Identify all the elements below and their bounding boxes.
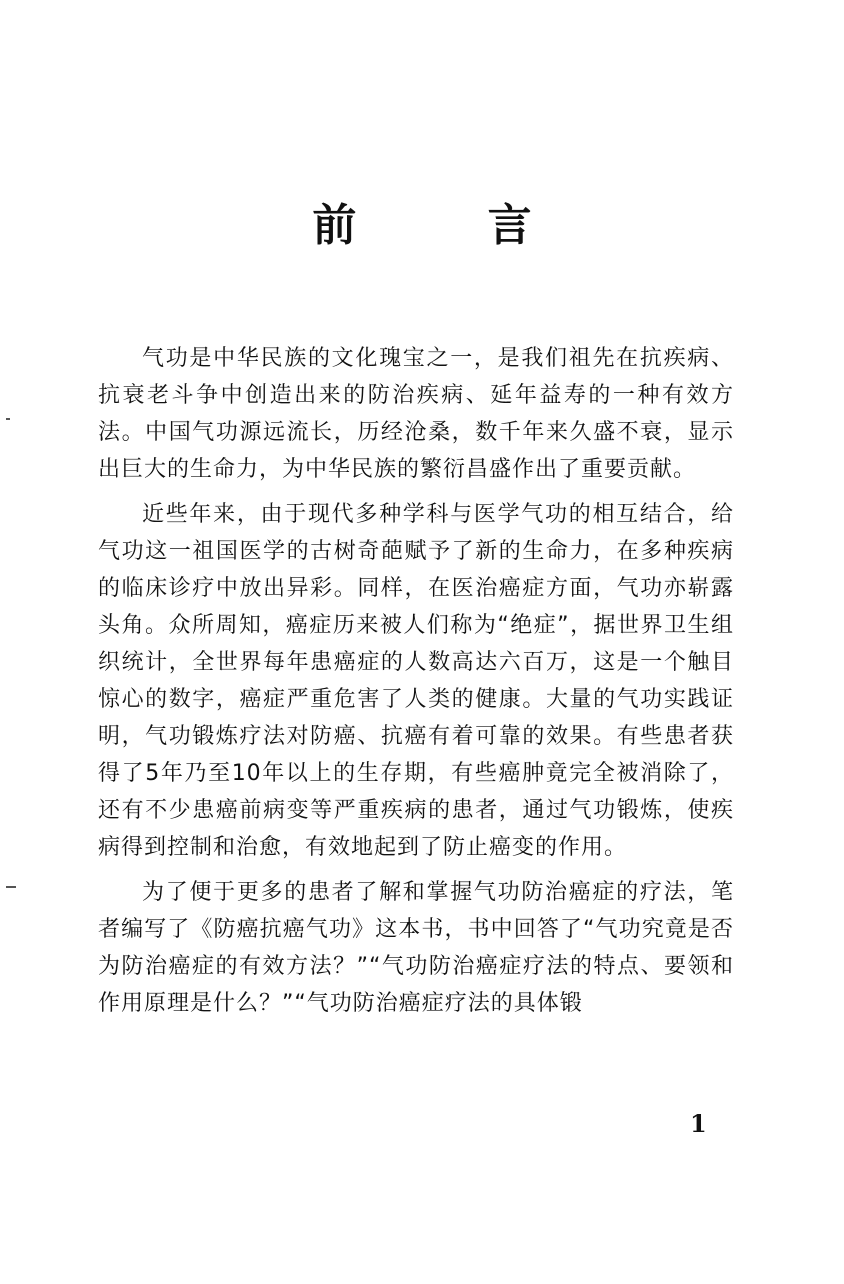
- paragraph: 气功是中华民族的文化瑰宝之一，是我们祖先在抗疾病、抗衰老斗争中创造出来的防治疾病、延年益寿的一种有效方法。中国气功源远流长，历经沧桑，数千年来久盛不衰，显示出巨大的生命力，为中华民族的繁衍昌盛作出了重要贡献。: [98, 346, 734, 482]
- margin-dash: [6, 886, 16, 888]
- paragraph: 近些年来，由于现代多种学科与医学气功的相互结合，给气功这一祖国医学的古树奇葩赋予了新的生命力，在多种疾病的临床诊疗中放出异彩。同样，在医治癌症方面，气功亦崭露头角。众所周知，癌症历来被人们称为“绝症”，据世界卫生组织统计，全世界每年患癌症的人数高达六百万，这是一个触目惊心的数字，癌症严重危害了人类的健康。大量的气功实践证明，气功锻炼疗法对防癌、抗癌有着可靠的效果。有些患者获得了5年乃至10年以上的生存期，有些癌肿竟完全被消除了，还有不少患癌前病变等严重疾病的患者，通过气功锻炼，使疾病得到控制和治愈，有效地起到了防止癌变的作用。: [98, 502, 735, 860]
- paragraph: 为了便于更多的患者了解和掌握气功防治癌症的疗法，笔者编写了《防癌抗癌气功》这本书，书中回答了“气功究竟是否为防治癌症的有效方法？”“气功防治癌症疗法的特点、要领和作用原理是什么？”“气功防治癌症疗法的具体锻: [98, 880, 734, 1016]
- page-title: 前 言: [312, 200, 590, 251]
- margin-speck: [6, 418, 10, 420]
- body-text: [98, 340, 734, 1030]
- page-number: 1: [690, 1109, 707, 1138]
